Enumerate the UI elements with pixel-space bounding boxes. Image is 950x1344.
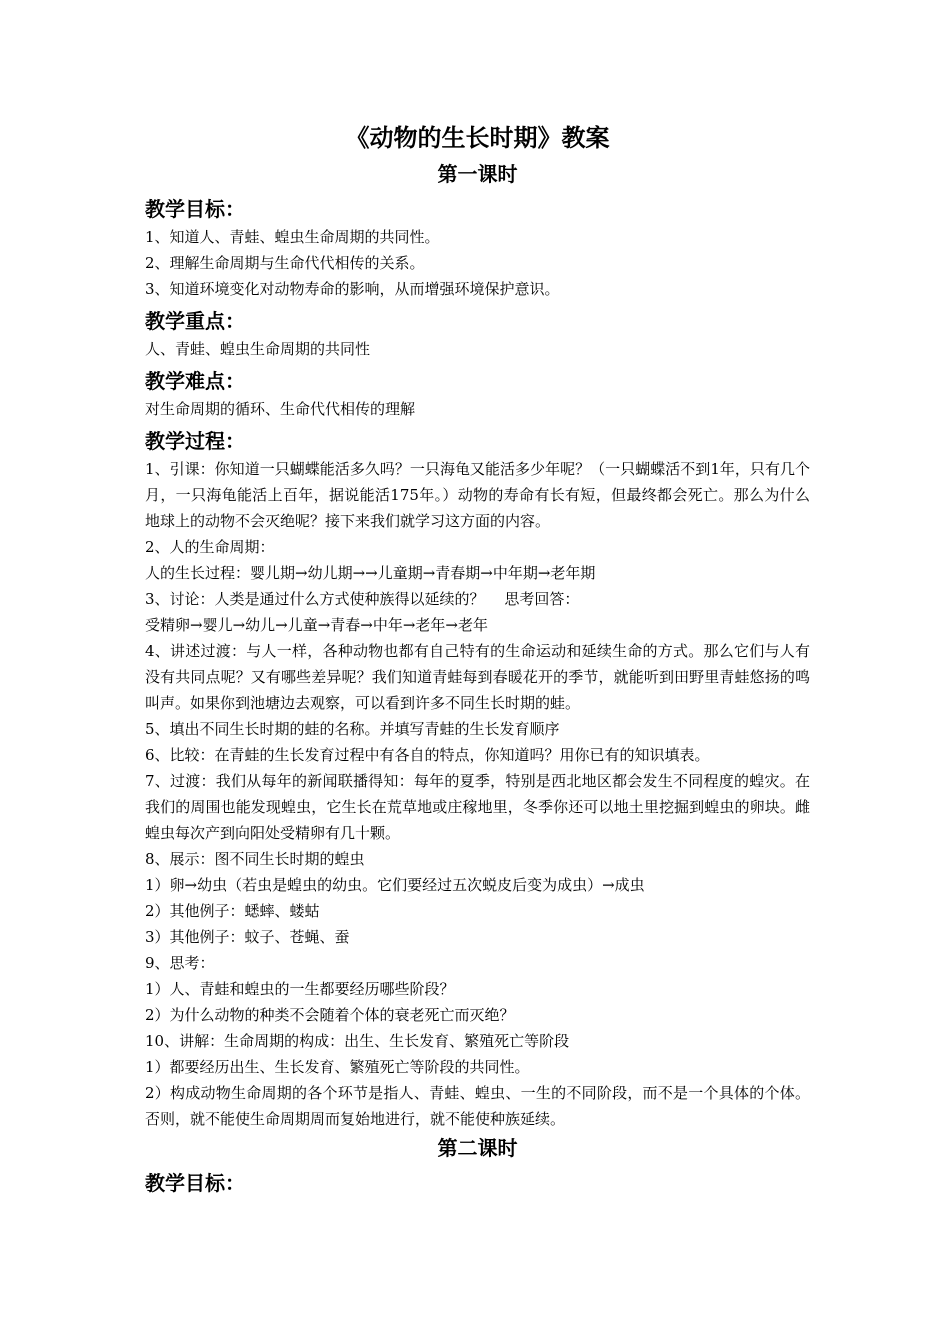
process-item: 2）为什么动物的种类不会随着个体的衰老死亡而灭绝？ bbox=[145, 1006, 515, 1024]
goal-item: 2、理解生命周期与生命代代相传的关系。 bbox=[145, 254, 425, 272]
goal-item: 3、知道环境变化对动物寿命的影响，从而增强环境保护意识。 bbox=[145, 280, 560, 298]
lesson-1-heading: 第一课时 bbox=[437, 162, 518, 186]
process-item: 6、比较：在青蛙的生长发育过程中有各自的特点，你知道吗？用你已有的知识填表。 bbox=[145, 746, 710, 764]
process-item: 8、展示：图不同生长时期的蝗虫 bbox=[145, 850, 365, 868]
goal-item: 1、知道人、青蛙、蝗虫生命周期的共同性。 bbox=[145, 228, 440, 246]
document-body bbox=[145, 118, 810, 1198]
process-item: 7、过渡：我们从每年的新闻联播得知：每年的夏季，特别是西北地区都会发生不同程度的蝗灾。在我们的周围也能发现蝗虫，它生长在荒草地或庄稼地里，冬季你还可以地土里挖掘到蝗虫的卵块。雌蝗虫每次产到向阳处受精卵有几十颗。 bbox=[145, 772, 810, 842]
process-item: 1）都要经历出生、生长发育、繁殖死亡等阶段的共同性。 bbox=[145, 1058, 530, 1076]
key-points-text: 人、青蛙、蝗虫生命周期的共同性 bbox=[145, 340, 371, 358]
process-item: 受精卵→婴儿→幼儿→儿童→青春→中年→老年→老年 bbox=[145, 616, 488, 634]
process-item: 1）卵→幼虫（若虫是蝗虫的幼虫。它们要经过五次蜕皮后变为成虫）→成虫 bbox=[145, 876, 645, 894]
process-item: 3）其他例子：蚊子、苍蝇、蚕 bbox=[145, 928, 350, 946]
process-item: 2）构成动物生命周期的各个环节是指人、青蛙、蝗虫、一生的不同阶段，而不是一个具体的个体。否则，就不能使生命周期周而复始地进行，就不能使种族延续。 bbox=[145, 1084, 810, 1128]
difficulties-text: 对生命周期的循环、生命代代相传的理解 bbox=[145, 400, 416, 418]
goals-heading-2: 教学目标： bbox=[145, 1171, 245, 1195]
process-heading: 教学过程： bbox=[145, 429, 245, 453]
process-item: 人的生长过程：婴儿期→幼儿期→→儿童期→青春期→中年期→老年期 bbox=[145, 564, 596, 582]
process-item: 2、人的生命周期： bbox=[145, 538, 275, 556]
goals-heading: 教学目标： bbox=[145, 197, 245, 221]
document-title: 《动物的生长时期》教案 bbox=[345, 123, 610, 152]
process-item: 3、讨论：人类是通过什么方式使种族得以延续的？ 思考回答： bbox=[145, 590, 580, 608]
key-points-heading: 教学重点： bbox=[145, 309, 245, 333]
process-item: 1、引课：你知道一只蝴蝶能活多久吗？一只海龟又能活多少年呢？（一只蝴蝶活不到1年，只有几个月，一只海龟能活上百年，据说能活175年。）动物的寿命有长有短，但最终都会死亡。那么为什么地球上的动物不会灭绝呢？接下来我们就学习这方面的内容。 bbox=[145, 460, 810, 530]
process-item: 4、讲述过渡：与人一样，各种动物也都有自己特有的生命运动和延续生命的方式。那么它们与人有没有共同点呢？又有哪些差异呢？我们知道青蛙每到春暖花开的季节，就能听到田野里青蛙悠扬的鸣叫声。如果你到池塘边去观察，可以看到许多不同生长时期的蛙。 bbox=[145, 642, 810, 712]
process-item: 10、讲解：生命周期的构成：出生、生长发育、繁殖死亡等阶段 bbox=[145, 1032, 570, 1050]
difficulties-heading: 教学难点： bbox=[145, 369, 245, 393]
process-item: 1）人、青蛙和蝗虫的一生都要经历哪些阶段？ bbox=[145, 980, 455, 998]
process-item: 5、填出不同生长时期的蛙的名称。并填写青蛙的生长发育顺序 bbox=[145, 720, 560, 738]
lesson-2-heading: 第二课时 bbox=[437, 1136, 518, 1160]
process-item: 2）其他例子：蟋蟀、蝼蛄 bbox=[145, 902, 320, 920]
process-item: 9、思考： bbox=[145, 954, 215, 972]
